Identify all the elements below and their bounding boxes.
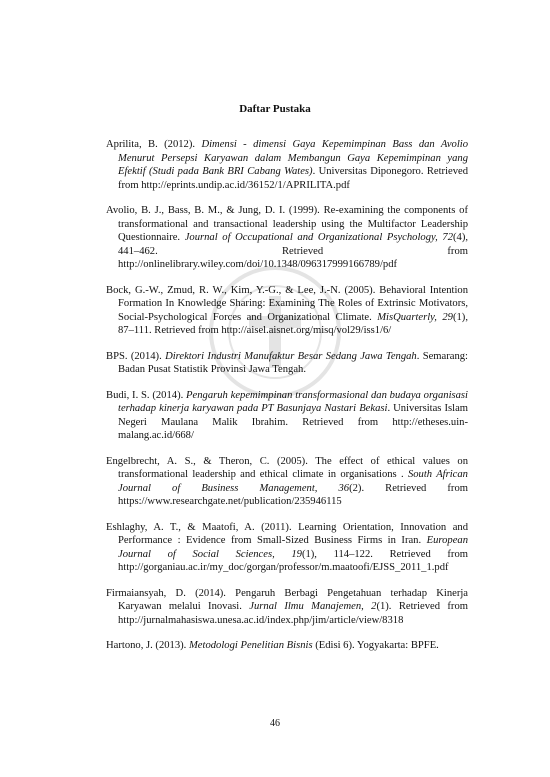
page-number: 46 xyxy=(270,718,280,729)
page-title: Daftar Pustaka xyxy=(239,103,311,115)
reference-entry: Aprilita, B. (2012). Dimensi - dimensi Gaya Kepemimpinan Bass dan Avolio Menurut Persepsi Karyawan dalam Membangun Gaya Kepemimpinan yang Efektif (Studi pada Bank BRI Cabang Wates). Universitas Diponegoro. Retrieved from http://eprints.undip.ac.id/36152/1/APRILITA.pdf xyxy=(106,139,469,191)
reference-entry: BPS. (2014). Direktori Industri Manufaktur Besar Sedang Jawa Tengah. Semarang: Badan Pusat Statistik Provinsi Jawa Tengah. xyxy=(106,350,468,375)
reference-entry: Avolio, B. J., Bass, B. M., & Jung, D. I. (1999). Re-examining the components of transformational and transactional leadership using the Multifactor Leadership Questionnaire. Journal of Occupational and Organizational Psychology, 72(4), 441–462. Retrieved from http://onlinelibrary.wiley.com/doi/10.1348/096317999166789/pdf xyxy=(106,205,469,270)
reference-entry: Budi, I. S. (2014). Pengaruh kepemimpinan transformasional dan budaya organisasi terhadap kinerja karyawan pada PT Basunjaya Nastari Bekasi. Universitas Islam Negeri Maulana Malik Ibrahim. Retrieved from http://etheses.uin-malang.ac.id/668/ xyxy=(106,389,469,441)
reference-entry: Hartono, J. (2013). Metodologi Penelitian Bisnis (Edisi 6). Yogyakarta: BPFE. xyxy=(106,640,439,651)
reference-entry: Firmaiansyah, D. (2014). Pengaruh Berbagi Pengetahuan terhadap Kinerja Karyawan melalui Inovasi. Jurnal Ilmu Manajemen, 2(1). Retrieved from http://jurnalmahasiswa.unesa.ac.id/index.php/jim/article/view/8318 xyxy=(106,587,468,626)
reference-entry: Engelbrecht, A. S., & Theron, C. (2005). The effect of ethical values on transformational leadership and ethical climate in organisations . South African Journal of Business Management, 36(2). Retrieved from https://www.researchgate.net/publication/235946115 xyxy=(106,455,468,507)
reference-list xyxy=(106,138,468,665)
reference-entry: Bock, G.-W., Zmud, R. W., Kim, Y.-G., & Lee, J.-N. (2005). Behavioral Intention Formation In Knowledge Sharing: Examining The Roles of Extrinsic Motivators, Social-Psychological Forces and Organizational Climate. MisQuarterly, 29(1), 87–111. Retrieved from http://aisel.aisnet.org/misq/vol29/iss1/6/ xyxy=(106,284,468,336)
reference-entry: Eshlaghy, A. T., & Maatofi, A. (2011). Learning Orientation, Innovation and Performance : Evidence from Small-Sized Business Firms in Iran. European Journal of Social Sciences, 19(1), 114–122. Retrieved from http://gorganiau.ac.ir/my_doc/gorgan/professor/m.maatoofi/EJSS_2011_1.pdf xyxy=(106,521,468,573)
